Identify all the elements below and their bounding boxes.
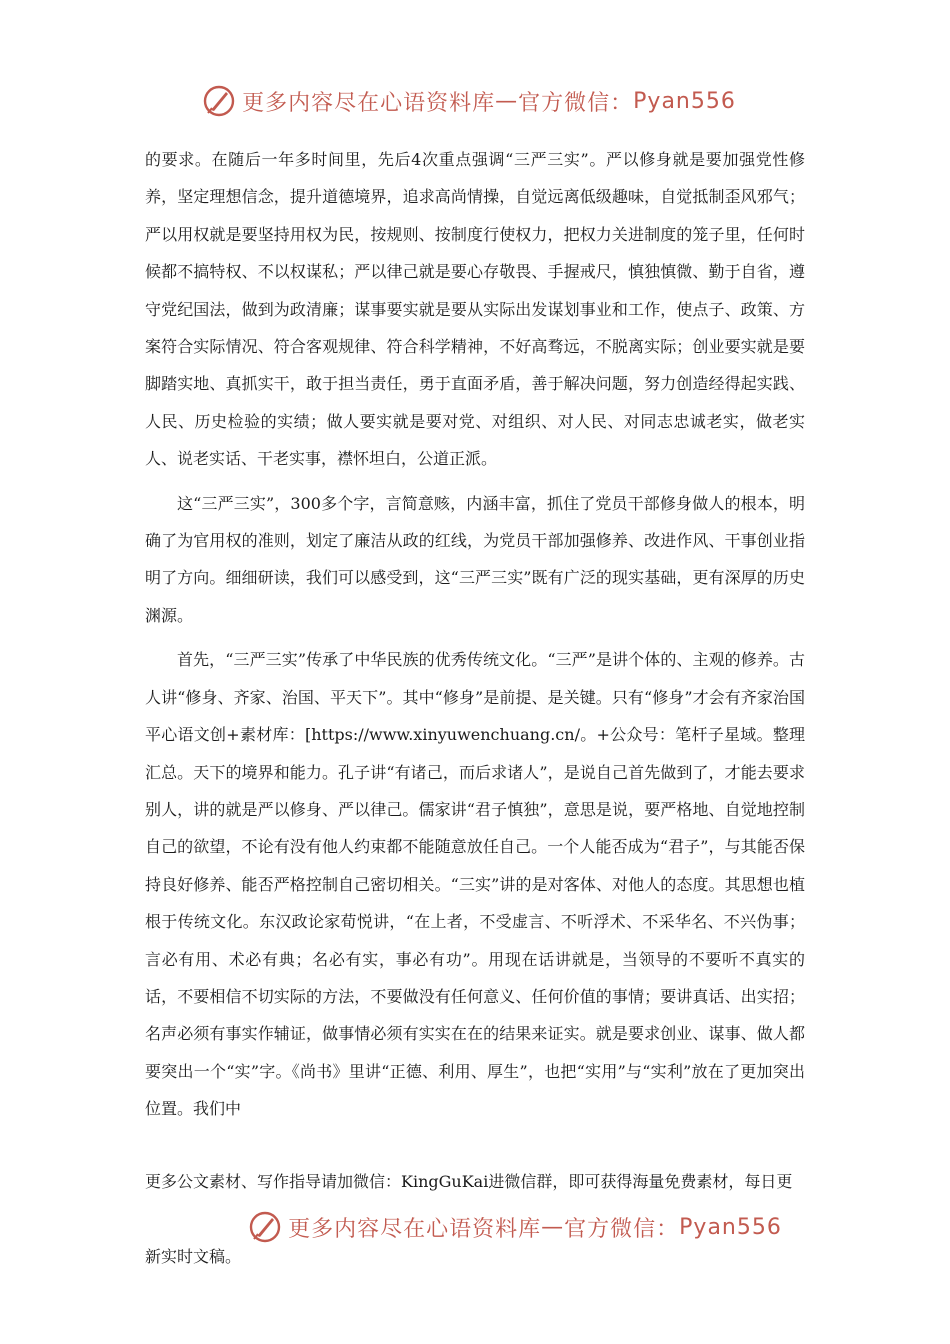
paragraph: 这“三严三实”，300多个字，言简意赅，内涵丰富，抓住了党员干部修身做人的根本，明确了为官用权的准则，划定了廉洁从政的红线，为党员干部加强修养、改进作风、干事创业指明了方向。细细研读，我们可以感受到，这“三严三实”既有广泛的现实基础，更有深厚的历史渊源。 (145, 493, 805, 625)
watermark-bottom (40, 1210, 950, 1244)
quill-logo-icon (248, 1210, 282, 1244)
document-body (145, 141, 805, 1128)
watermark-text: 更多内容尽在心语资料库 (288, 1216, 542, 1242)
paragraph: 的要求。在随后一年多时间里，先后4次重点强调“三严三实”。严以修身就是要加强党性修养，坚定理想信念，提升道德境界，追求高尚情操，自觉远离低级趣味，自觉抵制歪风邪气；严以用权就是要坚持用权为民，按规则、按制度行使权力，把权力关进制度的笼子里，任何时候都不搞特权、不以权谋私；严以律己就是要心存敬畏、手握戒尺，慎独慎微、勤于自省，遵守党纪国法，做到为政清廉；谋事要实就是要从实际出发谋划事业和工作，使点子、政策、方案符合实际情况、符合客观规律、符合科学精神，不好高骛远，不脱离实际；创业要实就是要脚踏实地、真抓实干，敢于担当责任，勇于直面矛盾，善于解决问题，努力创造经得起实践、人民、历史检验的实绩；做人要实就是要对党、对组织、对人民、对同志忠诚老实，做老实人、说老实话、干老实事，襟怀坦白，公道正派。 (145, 150, 805, 469)
watermark-dash: — (495, 88, 519, 114)
watermark-wechat-id: Pyan556 (679, 1214, 782, 1240)
watermark-top (0, 84, 944, 118)
watermark-wechat-label: 官方微信： (564, 1216, 680, 1242)
paragraph: 首先，“三严三实”传承了中华民族的优秀传统文化。“三严”是讲个体的、主观的修养。古人讲“修身、齐家、治国、平天下”。其中“修身”是前提、是关键。只有“修身”才会有齐家治国平心语文创+素材库：[https://www.xinyuwenchuang.cn/。+公众号：笔杆子星域。整理汇总。天下的境界和能力。孔子讲“有诸己，而后求诸人”，是说自己首先做到了，才能去要求别人，讲的就是严以修身、严以律己。儒家讲“君子慎独”，意思是说，要严格地、自觉地控制自己的欲望，不论有没有他人约束都不能随意放任自己。一个人能否成为“君子”，与其能否保持良好修养、能否严格控制自己密切相关。“三实”讲的是对客体、对他人的态度。其思想也植根于传统文化。东汉政论家荀悦讲，“在上者，不受虚言、不听浮术、不采华名、不兴伪事；言必有用、术必有典；名必有实，事必有功”。用现在话讲就是，当领导的不要听不真实的话，不要相信不切实际的方法，不要做没有任何意义、任何价值的事情；要讲真话、出实招；名声必须有事实作辅证，做事情必须有实实在在的结果来证实。就是要求创业、谋事、做人都要突出一个“实”字。《尚书》里讲“正德、利用、厚生”，也把“实用”与“实利”放在了更加突出位置。我们中 (145, 650, 805, 1119)
watermark-dash: — (541, 1214, 565, 1240)
watermark-wechat-id: Pyan556 (633, 88, 736, 114)
footer-promo: 更多公文素材、写作指导请加微信：KingGuKai进微信群，即可获得海量免费素材，每日更 (145, 1172, 793, 1191)
quill-logo-icon (202, 84, 236, 118)
watermark-text: 更多内容尽在心语资料库 (242, 90, 496, 116)
watermark-wechat-label: 官方微信： (518, 90, 634, 116)
footer-promo-tail: 新实时文稿。 (145, 1247, 242, 1266)
